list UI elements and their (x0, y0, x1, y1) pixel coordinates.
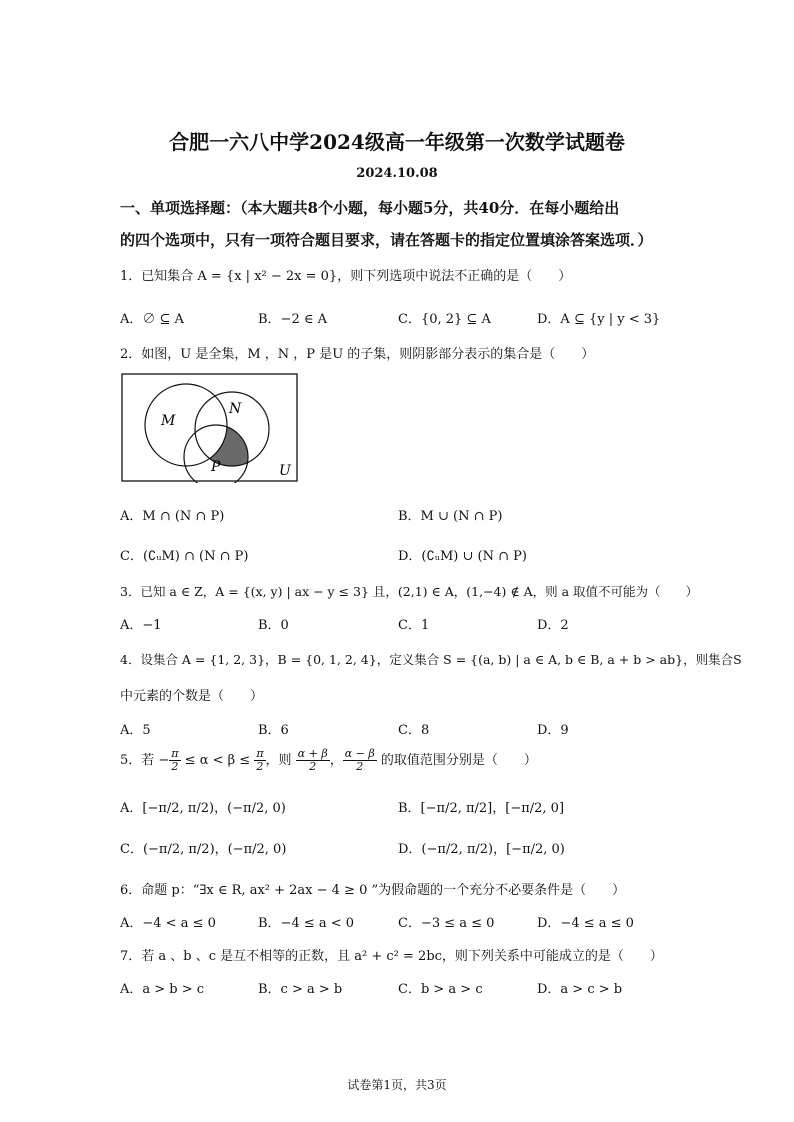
page-title: 合肥一六八中学2024级高一年级第一次数学试题卷 (169, 130, 625, 154)
question-6-option-b: B．−4 ≤ a < 0 (258, 916, 355, 931)
question-6-option-d: D．−4 ≤ a ≤ 0 (537, 916, 634, 931)
question-4-stem-line1: 4．设集合 A = {1, 2, 3}，B = {0, 1, 2, 4}，定义集合 S = {(a, b) | a ∈ A, b ∈ B, a + b > ab}，则集合S (120, 652, 742, 667)
question-6-option-a: A．−4 < a ≤ 0 (120, 916, 216, 931)
frac-den: 2 (309, 760, 317, 773)
question-3-option-a: A．−1 (120, 618, 162, 633)
frac-num: α + β (297, 747, 328, 760)
frac-pi-over-2-b (254, 748, 265, 773)
frac-pi-over-2-a (169, 748, 180, 773)
label-u: U (279, 463, 291, 479)
question-6-stem: 6．命题 p：“∃x ∈ R, ax² + 2ax − 4 ≥ 0 ”为假命题的一个充分不必要条件是（ ） (120, 883, 626, 898)
q5-mid1: ≤ α < β ≤ (180, 753, 255, 768)
question-5-option-b: B．[−π/2, π/2]，[−π/2, 0] (398, 801, 565, 816)
question-4-option-d: D．9 (537, 723, 569, 738)
question-2-stem: 2．如图，U 是全集，M ，N ，P 是U 的子集，则阴影部分表示的集合是（ ） (120, 347, 595, 362)
question-7-option-b: B．c > a > b (258, 982, 343, 997)
question-3-stem: 3．已知 a ∈ Z，A = {(x, y) | ax − y ≤ 3} 且，(2,1) ∈ A，(1,−4) ∉ A，则 a 取值不可能为（ ） (120, 584, 699, 599)
frac-num: π (256, 747, 264, 760)
question-1-option-d: D．A ⊆ {y | y < 3} (537, 312, 661, 327)
q5-sep: ， (329, 753, 343, 768)
question-1-option-b: B．−2 ∈ A (258, 312, 327, 327)
question-7-option-c: C．b > a > c (398, 982, 483, 997)
question-5-option-c: C．(−π/2, π/2)，(−π/2, 0) (120, 842, 287, 857)
question-1-option-c: C．{0, 2} ⊆ A (398, 312, 491, 327)
question-3-option-d: D．2 (537, 618, 569, 633)
question-2-option-d: D．(∁ᵤM) ∪ (N ∩ P) (398, 549, 527, 564)
question-7-option-a: A．a > b > c (120, 982, 205, 997)
question-4-option-a: A．5 (120, 723, 151, 738)
section-heading-line2: 的四个选项中，只有一项符合题目要求，请在答题卡的指定位置填涂答案选项．） (120, 231, 653, 249)
frac-den: 2 (256, 760, 264, 773)
question-6-option-c: C．−3 ≤ a ≤ 0 (398, 916, 495, 931)
question-7-option-d: D．a > c > b (537, 982, 623, 997)
q5-mid2: ，则 (265, 753, 296, 768)
question-2-option-c: C．(∁ᵤM) ∩ (N ∩ P) (120, 549, 249, 564)
frac-num: π (171, 747, 179, 760)
venn-diagram (121, 373, 299, 483)
frac-num: α − β (344, 747, 375, 760)
question-5-option-a: A．[−π/2, π/2)，(−π/2, 0) (120, 801, 286, 816)
question-3-option-c: C．1 (398, 618, 430, 633)
question-5-stem (120, 748, 537, 773)
question-1-stem: 1．已知集合 A = {x | x² − 2x = 0}，则下列选项中说法不正确的是（ ） (120, 269, 572, 284)
frac-alpha-plus-beta (296, 748, 330, 773)
label-n: N (229, 401, 242, 417)
frac-alpha-minus-beta (343, 748, 377, 773)
label-p: P (211, 459, 221, 475)
question-3-option-b: B．0 (258, 618, 289, 633)
question-7-stem: 7．若 a 、b 、c 是互不相等的正数，且 a² + c² = 2bc，则下列关系中可能成立的是（ ） (120, 949, 663, 964)
frac-den: 2 (171, 760, 179, 773)
q5-suffix: 的取值范围分别是（ ） (376, 753, 537, 768)
exam-date: 2024.10.08 (356, 166, 438, 181)
question-4-option-c: C．8 (398, 723, 430, 738)
question-4-stem-line2: 中元素的个数是（ ） (120, 689, 264, 704)
question-5-option-d: D．(−π/2, π/2)，[−π/2, 0) (398, 842, 565, 857)
question-2-option-a: A．M ∩ (N ∩ P) (120, 509, 225, 524)
frac-den: 2 (356, 760, 364, 773)
section-heading-line1: 一、单项选择题：（本大题共8个小题，每小题5分，共40分．在每小题给出 (120, 199, 620, 217)
q5-prefix: 5．若 − (120, 753, 170, 768)
question-1-option-a: A．∅ ⊆ A (120, 312, 184, 327)
page-footer: 试卷第1页，共3页 (347, 1078, 447, 1092)
label-m: M (161, 413, 176, 429)
question-2-option-b: B．M ∪ (N ∩ P) (398, 509, 503, 524)
question-4-option-b: B．6 (258, 723, 289, 738)
